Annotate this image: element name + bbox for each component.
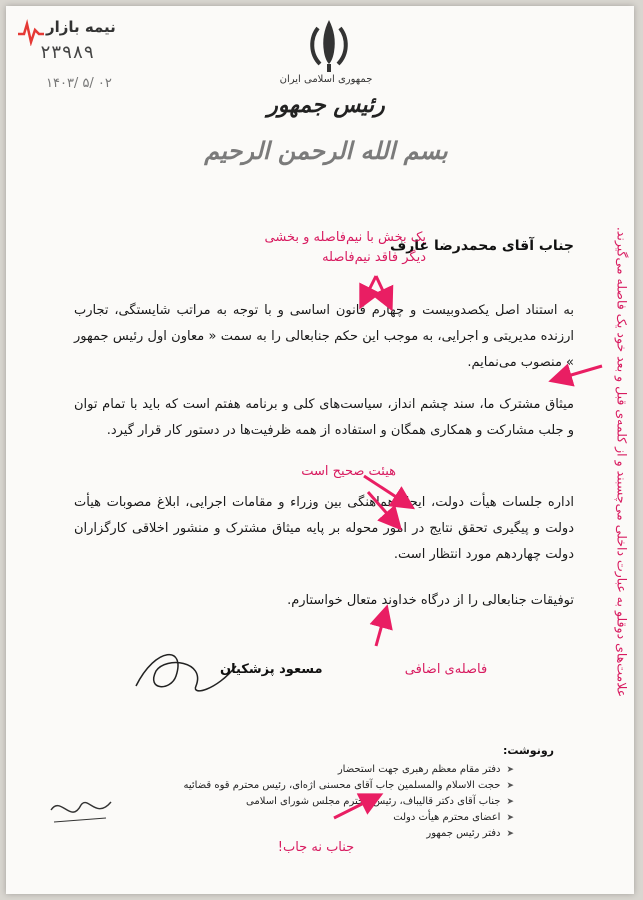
- office-title: رئیس جمهور: [267, 92, 385, 118]
- cc-item: ➤ دفتر رئیس جمهور: [184, 826, 515, 842]
- paragraph-duties: اداره جلسات هیأت دولت، ایجاد هماهنگی بین وزراء و مقامات اجرایی، ابلاغ مصوبات هیأت دولت و پیگیری تحقق نتایج در امور محوله بر پایه میثاق مشترک و منشور اخلاقی کارگزاران دولت چهاردهم مورد انتظار است.: [74, 495, 574, 562]
- cc-item: ➤ دفتر مقام معظم رهبری جهت استحضار: [184, 762, 515, 778]
- annotation-quotes-vertical: [610, 52, 634, 872]
- annotation-extra-space: فاصله‌ی اضافی: [404, 662, 488, 677]
- cc-list: [184, 762, 515, 842]
- signature-name: مسعود پزشکیان: [220, 662, 323, 677]
- cc-item: ➤ حجت الاسلام والمسلمین جاب آقای محسنی اژه‌ای، رئیس محترم قوه قضائیه: [184, 778, 515, 794]
- basmala: بسم الله الرحمن الرحیم: [204, 136, 448, 165]
- addressee: جناب آقای محمدرضا عارف: [389, 238, 574, 254]
- annotation-heyat: هیئت صحیح است: [301, 464, 396, 479]
- annotation-janab: جناب نه جاب!: [277, 840, 355, 855]
- annotation-quotes-text: علامت‌های دوقلو به عبارت داخلی می‌چسبند و از کلمه‌ی قبل و بعد خود یک فاصله می‌گیرند.: [614, 226, 630, 698]
- logo-text: نیمه بازار: [46, 18, 116, 36]
- handwritten-stamp-icon: [46, 790, 116, 830]
- cc-item: ➤ جناب آقای دکتر قالیباف، رئیس محترم مجلس شورای اسلامی: [184, 794, 515, 810]
- paragraph-charter: میثاق مشترک ما، سند چشم انداز، سیاست‌های کلی و برنامه هفتم است که باید با تمام توان و جلب مشارکت و همکاری همگان و استفاده از همه ظرفیت‌ها در دستور کار قرار گیرد.: [74, 397, 574, 438]
- document-number: ۲۳۹۸۹: [40, 42, 95, 63]
- iran-emblem-icon: [302, 16, 356, 74]
- cc-title: رونوشت:: [502, 744, 554, 757]
- annotation-half-space: یک بخش با نیم‌فاصله و بخشی دیگر فاقد نیم‌فاصله: [264, 230, 426, 265]
- organization-name: جمهوری اسلامی ایران: [279, 74, 373, 85]
- document-date: ۱۴۰۳/ ۵/ ۰۲: [46, 76, 112, 91]
- cc-item: ➤ اعضای محترم هیأت دولت: [184, 810, 515, 826]
- paragraph-appointment: به استناد اصل یکصدوبیست و چهارم قانون اساسی و با توجه به مراتب شایستگی، تجارب ارزنده مدیریتی و اجرایی، به موجب این حکم جنابعالی را به سمت « معاون اول رئیس جمهور » منصوب می‌نمایم.: [74, 303, 574, 370]
- paragraph-closing: توفیقات جنابعالی را از درگاه خداوند متعال خواستارم.: [287, 593, 574, 608]
- arrow-to-extra-space: [376, 610, 386, 646]
- document-page: [6, 6, 634, 894]
